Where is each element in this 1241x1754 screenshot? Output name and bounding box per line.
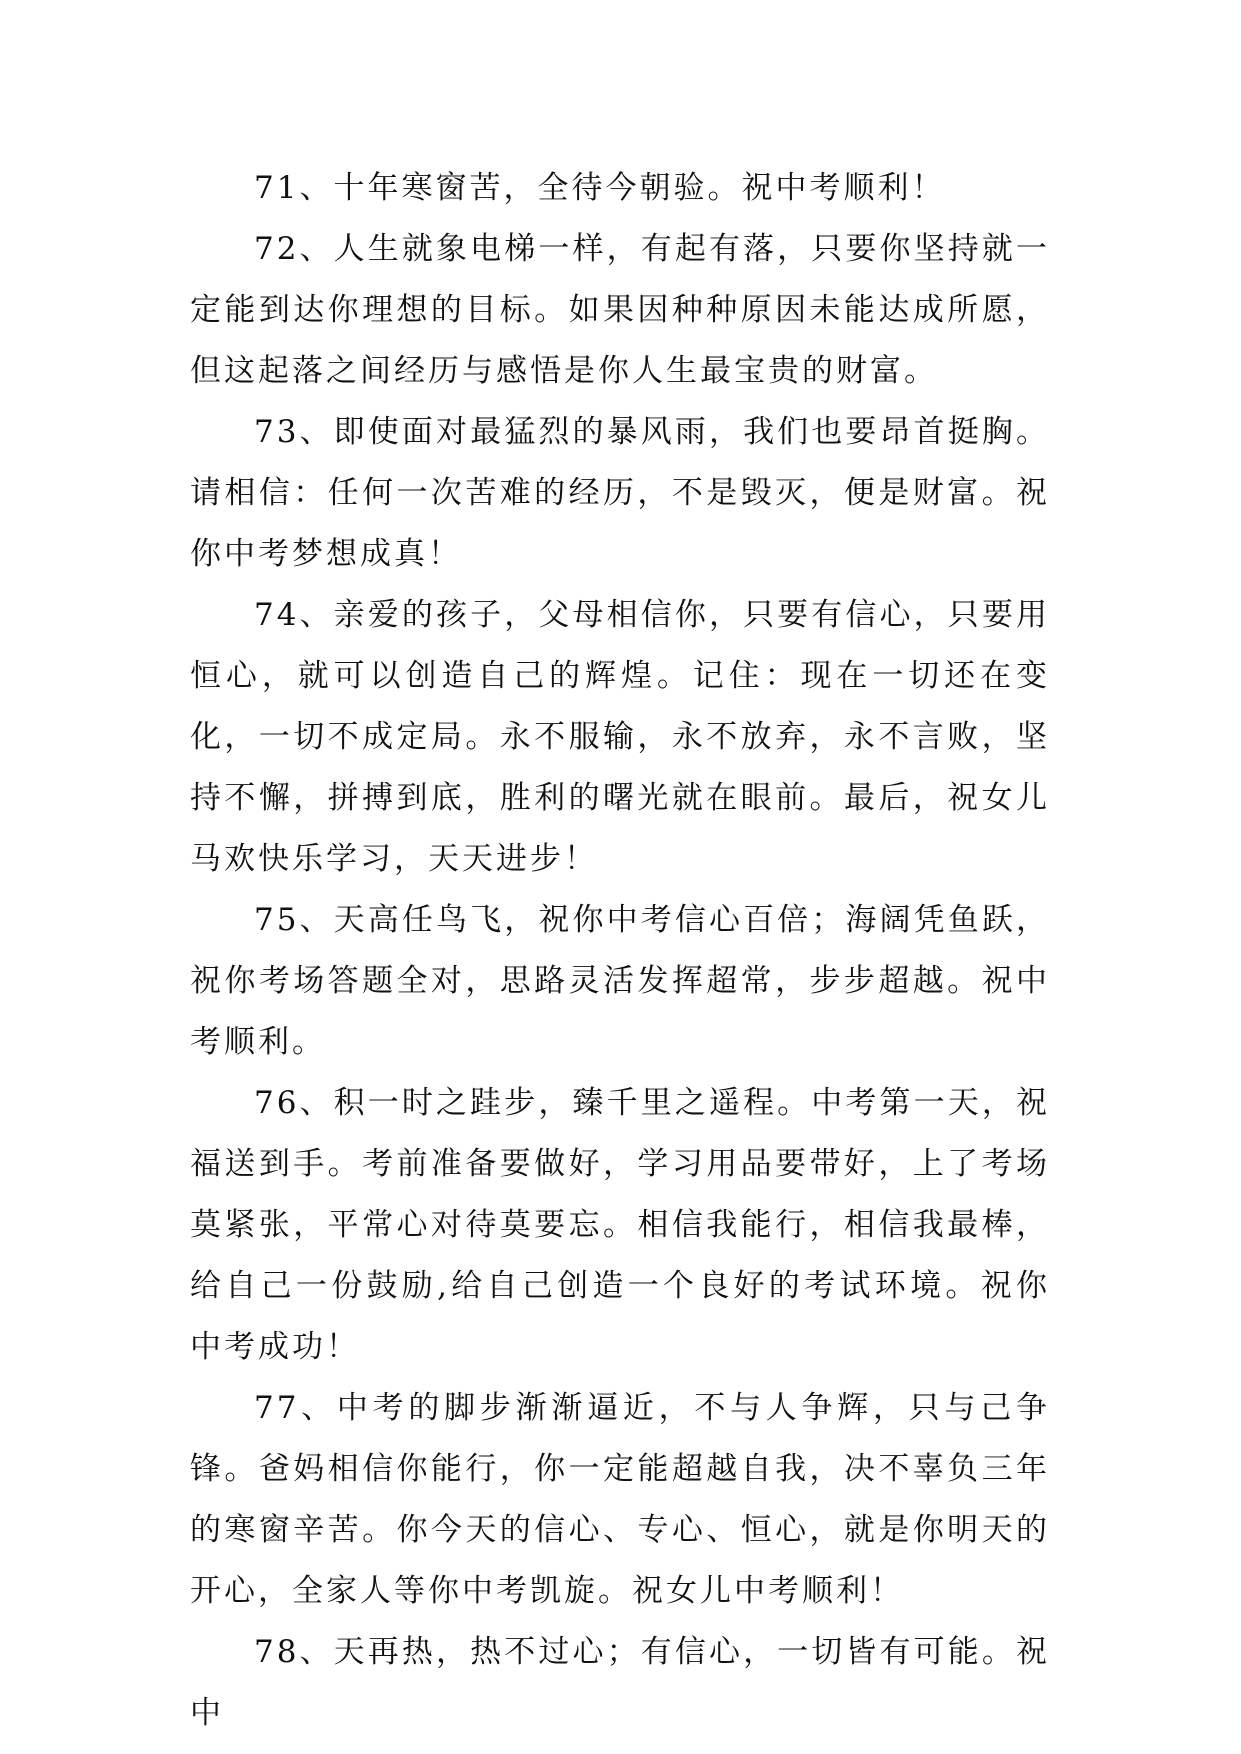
paragraph-71: 71、十年寒窗苦，全待今朝验。祝中考顺利！ [254, 170, 946, 206]
document-body [190, 158, 1050, 1744]
paragraph-73: 73、即使面对最猛烈的暴风雨，我们也要昂首挺胸。请相信：任何一次苦难的经历，不是毁灭，便是财富。祝你中考梦想成真！ [190, 414, 1050, 572]
paragraph-77: 77、中考的脚步渐渐逼近，不与人争辉，只与己争锋。爸妈相信你能行，你一定能超越自我，决不辜负三年的寒窗辛苦。你今天的信心、专心、恒心，就是你明天的开心，全家人等你中考凯旋。祝女儿中考顺利！ [190, 1390, 1050, 1609]
paragraph-76: 76、积一时之跬步，臻千里之遥程。中考第一天，祝福送到手。考前准备要做好，学习用品要带好，上了考场莫紧张，平常心对待莫要忘。相信我能行，相信我最棒，给自己一份鼓励,给自己创造一个良好的考试环境。祝你中考成功！ [190, 1085, 1050, 1365]
paragraph-72: 72、人生就象电梯一样，有起有落，只要你坚持就一定能到达你理想的目标。如果因种种原因未能达成所愿，但这起落之间经历与感悟是你人生最宝贵的财富。 [190, 231, 1050, 389]
paragraph-78: 78、天再热，热不过心；有信心，一切皆有可能。祝中 [190, 1634, 1050, 1731]
paragraph-75: 75、天高任鸟飞，祝你中考信心百倍；海阔凭鱼跃，祝你考场答题全对，思路灵活发挥超常，步步超越。祝中考顺利。 [190, 902, 1050, 1060]
paragraph-74: 74、亲爱的孩子，父母相信你，只要有信心，只要用恒心，就可以创造自己的辉煌。记住：现在一切还在变化，一切不成定局。永不服输，永不放弃，永不言败，坚持不懈，拼搏到底，胜利的曙光就在眼前。最后，祝女儿马欢快乐学习，天天进步！ [190, 597, 1050, 877]
